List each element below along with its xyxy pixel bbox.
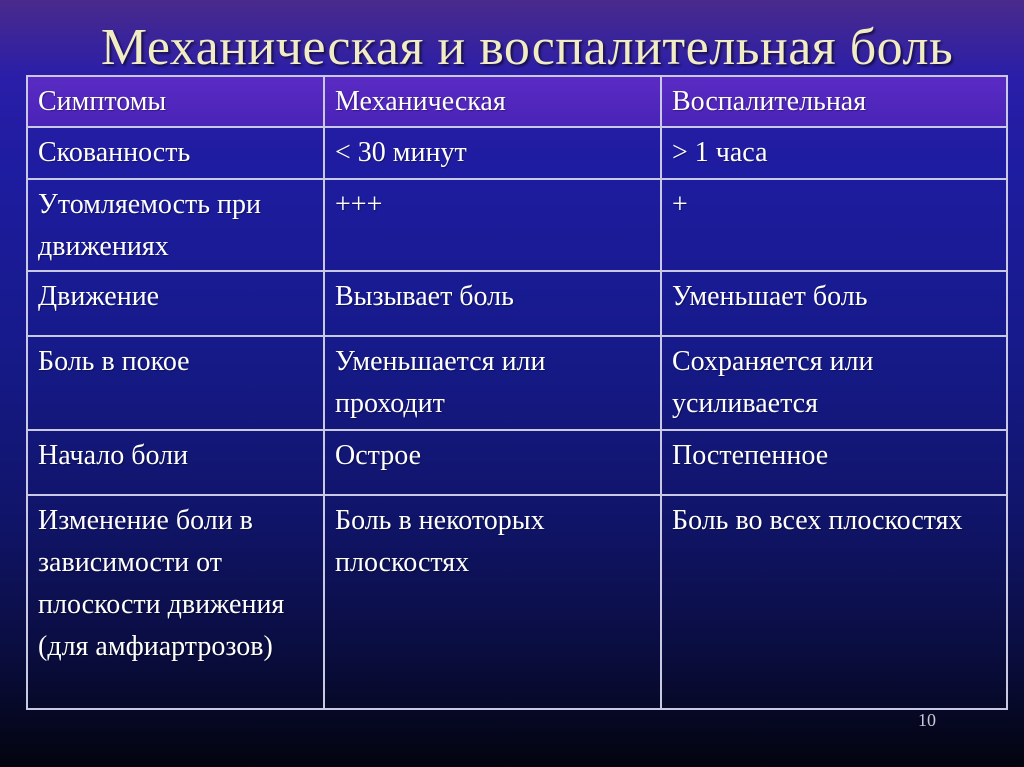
- symptom-cell: Изменение боли в зависимости от плоскости движения (для амфиартрозов): [27, 495, 324, 709]
- inflammatory-cell: Постепенное: [661, 430, 1007, 495]
- symptom-cell: Боль в покое: [27, 336, 324, 430]
- inflammatory-cell: +: [661, 179, 1007, 271]
- symptoms-table: [26, 75, 1008, 710]
- inflammatory-cell: Боль во всех плоскостях: [661, 495, 1007, 709]
- mechanical-cell: +++: [324, 179, 661, 271]
- symptom-cell: Утомляемость при движениях: [27, 179, 324, 271]
- table-row: [27, 495, 1007, 709]
- header-cell-mechanical: Механическая: [324, 76, 661, 127]
- table-header-row: [27, 76, 1007, 127]
- table-row: [27, 430, 1007, 495]
- table-row: [27, 179, 1007, 271]
- slide-title: Механическая и воспалительная боль: [100, 19, 954, 76]
- page-number: 10: [918, 710, 936, 730]
- table-row: [27, 271, 1007, 336]
- table-row: [27, 336, 1007, 430]
- mechanical-cell: Острое: [324, 430, 661, 495]
- mechanical-cell: < 30 минут: [324, 127, 661, 179]
- mechanical-cell: Уменьшается или проходит: [324, 336, 661, 430]
- header-cell-symptoms: Симптомы: [27, 76, 324, 127]
- symptom-cell: Начало боли: [27, 430, 324, 495]
- header-cell-inflammatory: Воспалительная: [661, 76, 1007, 127]
- inflammatory-cell: Уменьшает боль: [661, 271, 1007, 336]
- inflammatory-cell: > 1 часа: [661, 127, 1007, 179]
- mechanical-cell: Вызывает боль: [324, 271, 661, 336]
- symptom-cell: Движение: [27, 271, 324, 336]
- inflammatory-cell: Сохраняется или усиливается: [661, 336, 1007, 430]
- symptom-cell: Скованность: [27, 127, 324, 179]
- table-row: [27, 127, 1007, 179]
- mechanical-cell: Боль в некоторых плоскостях: [324, 495, 661, 709]
